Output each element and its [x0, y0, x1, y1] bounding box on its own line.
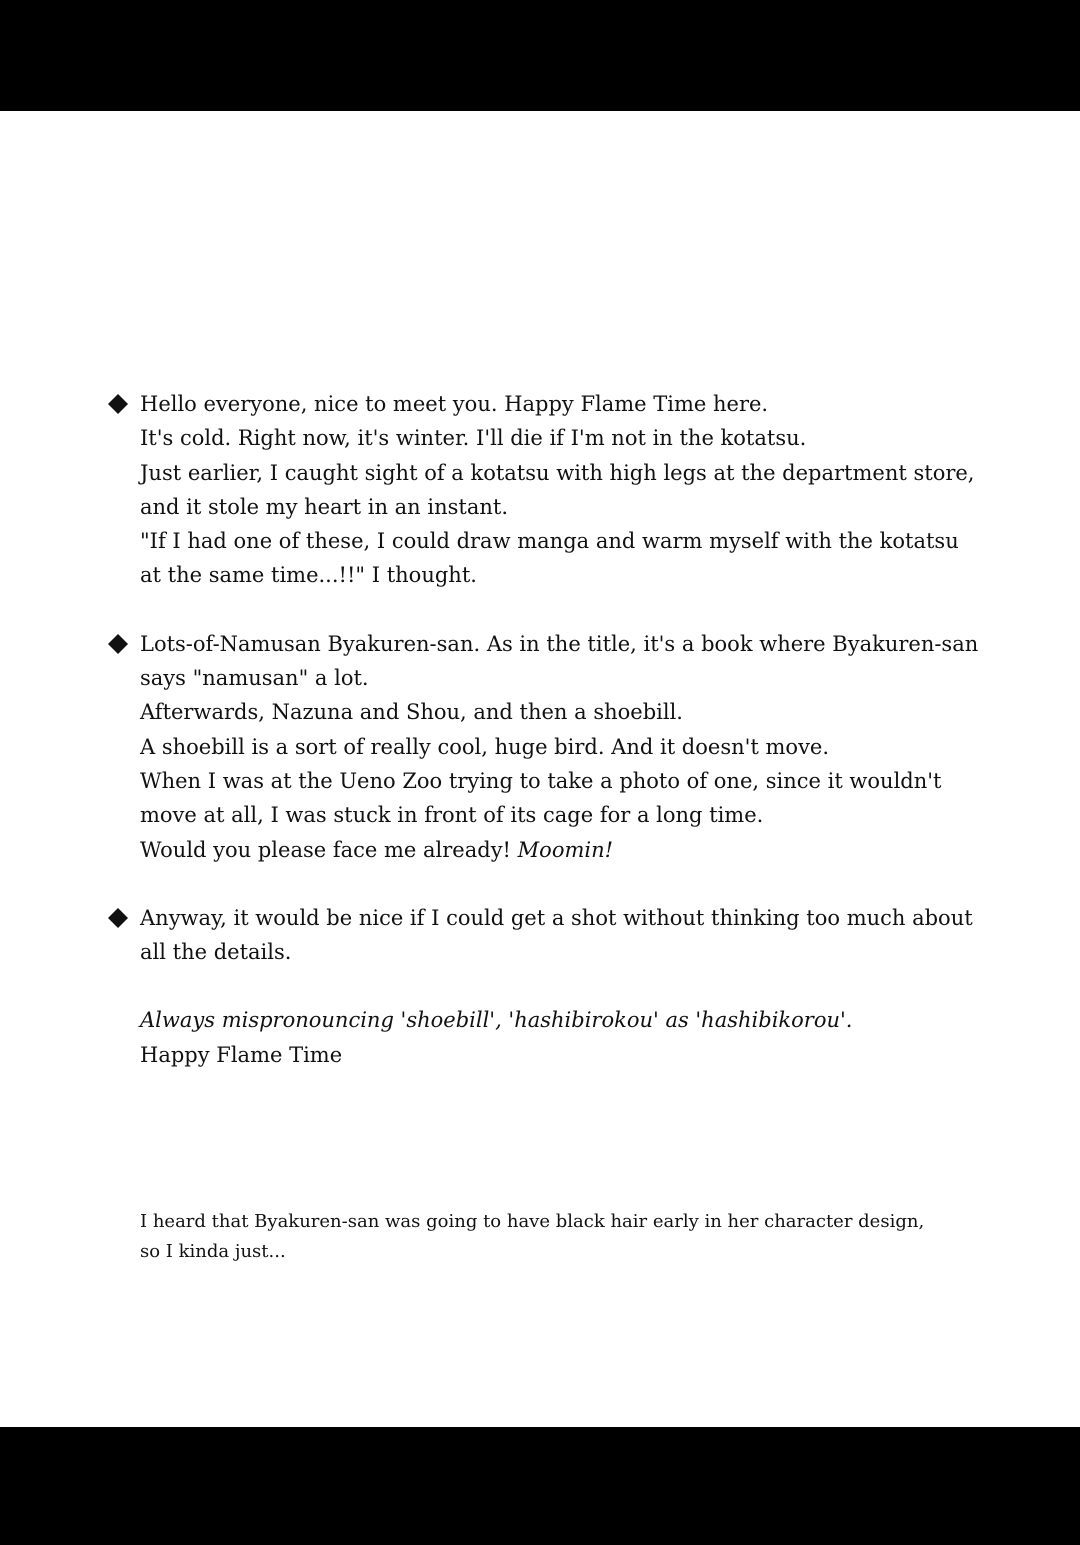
- diamond-bullet-icon: [108, 394, 128, 414]
- text-line: Hello everyone, nice to meet you. Happy Flame Time here.: [140, 392, 769, 416]
- afterword-text: [140, 387, 979, 1072]
- diamond-bullet-icon: [108, 634, 128, 654]
- text-plain: Would you please face me already!: [140, 837, 518, 862]
- text-line: Afterwards, Nazuna and Shou, and then a shoebill.: [140, 700, 683, 725]
- text-line: "If I had one of these, I could draw manga and warm myself with the kotatsu: [140, 529, 959, 554]
- diamond-bullet-icon: [108, 908, 128, 928]
- text-line: It's cold. Right now, it's winter. I'll die if I'm not in the kotatsu.: [140, 426, 807, 451]
- footnote-line: I heard that Byakuren-san was going to have black hair early in her character design,: [140, 1211, 925, 1232]
- signature-tagline: Always mispronouncing 'shoebill', 'hashibirokou' as 'hashibikorou'.: [140, 1008, 853, 1033]
- text-line: Lots-of-Namusan Byakuren-san. As in the title, it's a book where Byakuren-san: [140, 631, 979, 656]
- text-line: Anyway, it would be nice if I could get a shot without thinking too much about: [140, 905, 973, 930]
- top-black-border: [0, 0, 1080, 111]
- signature-block: [140, 1003, 970, 1072]
- text-line: move at all, I was stuck in front of its cage for a long time.: [140, 803, 764, 828]
- text-line: all the details.: [140, 940, 292, 965]
- text-line: and it stole my heart in an instant.: [140, 494, 509, 519]
- text-line: says "namusan" a lot.: [140, 666, 369, 691]
- paragraph-closing: [140, 901, 973, 970]
- footnote: [140, 1207, 924, 1267]
- footnote-line: so I kinda just...: [140, 1241, 286, 1262]
- text-line: [140, 833, 970, 867]
- text-line: When I was at the Ueno Zoo trying to take a photo of one, since it wouldn't: [140, 768, 942, 793]
- paragraph-book: [140, 627, 979, 867]
- text-line: at the same time...!!" I thought.: [140, 563, 477, 588]
- signature-author: Happy Flame Time: [140, 1042, 343, 1067]
- paragraph-intro: [140, 387, 975, 593]
- text-line: Just earlier, I caught sight of a kotatsu with high legs at the department store,: [140, 460, 975, 485]
- bottom-black-border: [0, 1427, 1080, 1545]
- text-italic-moomin: Moomin!: [517, 837, 614, 862]
- text-line: A shoebill is a sort of really cool, huge bird. And it doesn't move.: [140, 734, 830, 759]
